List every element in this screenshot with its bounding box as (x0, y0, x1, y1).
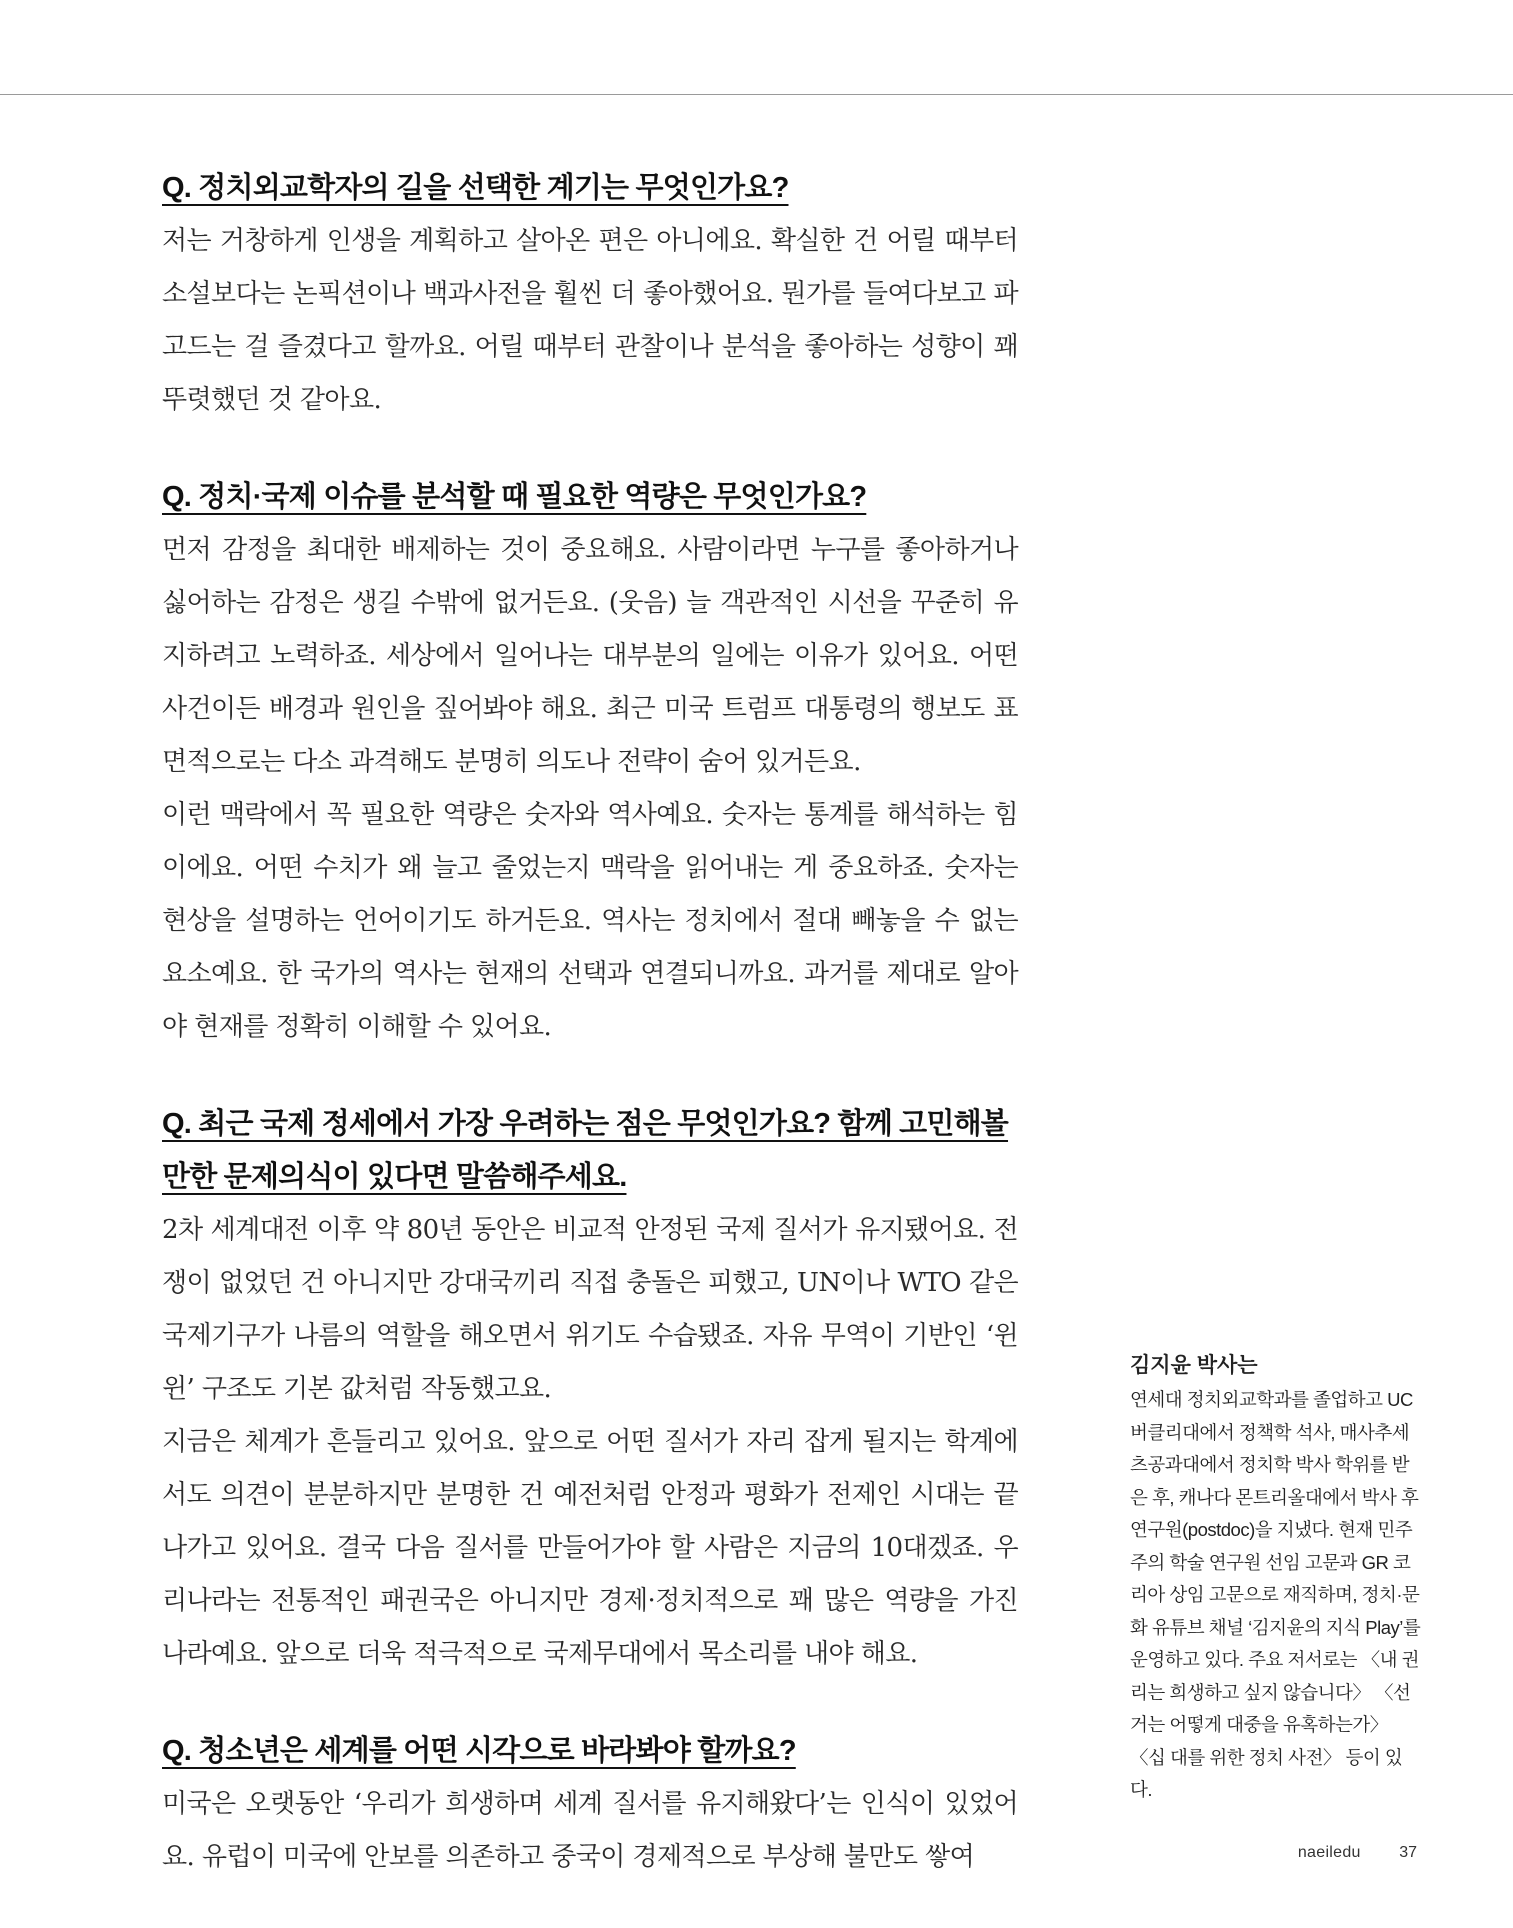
page-footer (1298, 1844, 1417, 1862)
qa-section-4 (162, 1725, 1018, 1884)
question-heading: Q. 청소년은 세계를 어떤 시각으로 바라봐야 할까요? (162, 1735, 796, 1767)
qa-section-2 (162, 471, 1018, 1054)
answer-paragraph: 미국은 오랫동안 ‘우리가 희생하며 세계 질서를 유지해왔다’는 인식이 있었어요. 유럽이 미국에 안보를 의존하고 중국이 경제적으로 부상해 불만도 쌓여 (162, 1789, 1018, 1872)
author-bio-text: 연세대 정치외교학과를 졸업하고 UC 버클리대에서 정책학 석사, 매사추세츠공과대에서 정치학 박사 학위를 받은 후, 캐나다 몬트리올대에서 박사 후 연구원(postdoc)을 지냈다. 현재 민주주의 학술 연구원 선임 고문과 GR 코리아 상임 고문으로 재직하며, 정치·문화 유튜브 채널 ‘김지윤의 지식 Play’를 운영하고 있다. 주요 저서로는 〈내 권리는 희생하고 싶지 않습니다〉 〈선거는 어떻게 대중을 유혹하는가〉 〈십 대를 위한 정치 사전〉 등이 있다. (1130, 1389, 1421, 1800)
answer-paragraph: 2차 세계대전 이후 약 80년 동안은 비교적 안정된 국제 질서가 유지됐어요. 전쟁이 없었던 건 아니지만 강대국끼리 직접 충돌은 피했고, UN이나 WTO 같은 국제기구가 나름의 역할을 해오면서 위기도 수습됐죠. 자유 무역이 기반인 ‘윈윈’ 구조도 기본 값처럼 작동했고요. (162, 1215, 1018, 1404)
answer-paragraph: 저는 거창하게 인생을 계획하고 살아온 편은 아니에요. 확실한 건 어릴 때부터 소설보다는 논픽션이나 백과사전을 훨씬 더 좋아했어요. 뭔가를 들여다보고 파고드는 걸 즐겼다고 할까요. 어릴 때부터 관찰이나 분석을 좋아하는 성향이 꽤 뚜렷했던 것 같아요. (162, 226, 1018, 415)
question-heading: Q. 정치외교학자의 길을 선택한 계기는 무엇인가요? (162, 172, 789, 204)
page-number: 37 (1399, 1844, 1417, 1861)
question-heading: Q. 정치·국제 이슈를 분석할 때 필요한 역량은 무엇인가요? (162, 481, 867, 513)
question-heading: Q. 최근 국제 정세에서 가장 우려하는 점은 무엇인가요? 함께 고민해볼 만한 문제의식이 있다면 말씀해주세요. (162, 1108, 1009, 1193)
author-bio-title: 김지윤 박사는 (1130, 1354, 1258, 1377)
top-divider (0, 94, 1513, 95)
publication-name: naeiledu (1297, 1844, 1361, 1861)
qa-section-1 (162, 162, 1018, 427)
article-body (162, 162, 1018, 1928)
answer-paragraph: 먼저 감정을 최대한 배제하는 것이 중요해요. 사람이라면 누구를 좋아하거나 싫어하는 감정은 생길 수밖에 없거든요. (웃음) 늘 객관적인 시선을 꾸준히 유지하려고 노력하죠. 세상에서 일어나는 대부분의 일에는 이유가 있어요. 어떤 사건이든 배경과 원인을 짚어봐야 해요. 최근 미국 트럼프 대통령의 행보도 표면적으로는 다소 과격해도 분명히 의도나 전략이 숨어 있거든요. (162, 535, 1018, 777)
author-bio (1130, 1350, 1422, 1807)
answer-paragraph: 지금은 체계가 흔들리고 있어요. 앞으로 어떤 질서가 자리 잡게 될지는 학계에서도 의견이 분분하지만 분명한 건 예전처럼 안정과 평화가 전제인 시대는 끝나가고 있어요. 결국 다음 질서를 만들어가야 할 사람은 지금의 10대겠죠. 우리나라는 전통적인 패권국은 아니지만 경제·정치적으로 꽤 많은 역량을 가진 나라예요. 앞으로 더욱 적극적으로 국제무대에서 목소리를 내야 해요. (162, 1427, 1018, 1669)
qa-section-3 (162, 1098, 1018, 1681)
answer-paragraph: 이런 맥락에서 꼭 필요한 역량은 숫자와 역사예요. 숫자는 통계를 해석하는 힘이에요. 어떤 수치가 왜 늘고 줄었는지 맥락을 읽어내는 게 중요하죠. 숫자는 현상을 설명하는 언어이기도 하거든요. 역사는 정치에서 절대 빼놓을 수 없는 요소예요. 한 국가의 역사는 현재의 선택과 연결되니까요. 과거를 제대로 알아야 현재를 정확히 이해할 수 있어요. (162, 800, 1018, 1042)
